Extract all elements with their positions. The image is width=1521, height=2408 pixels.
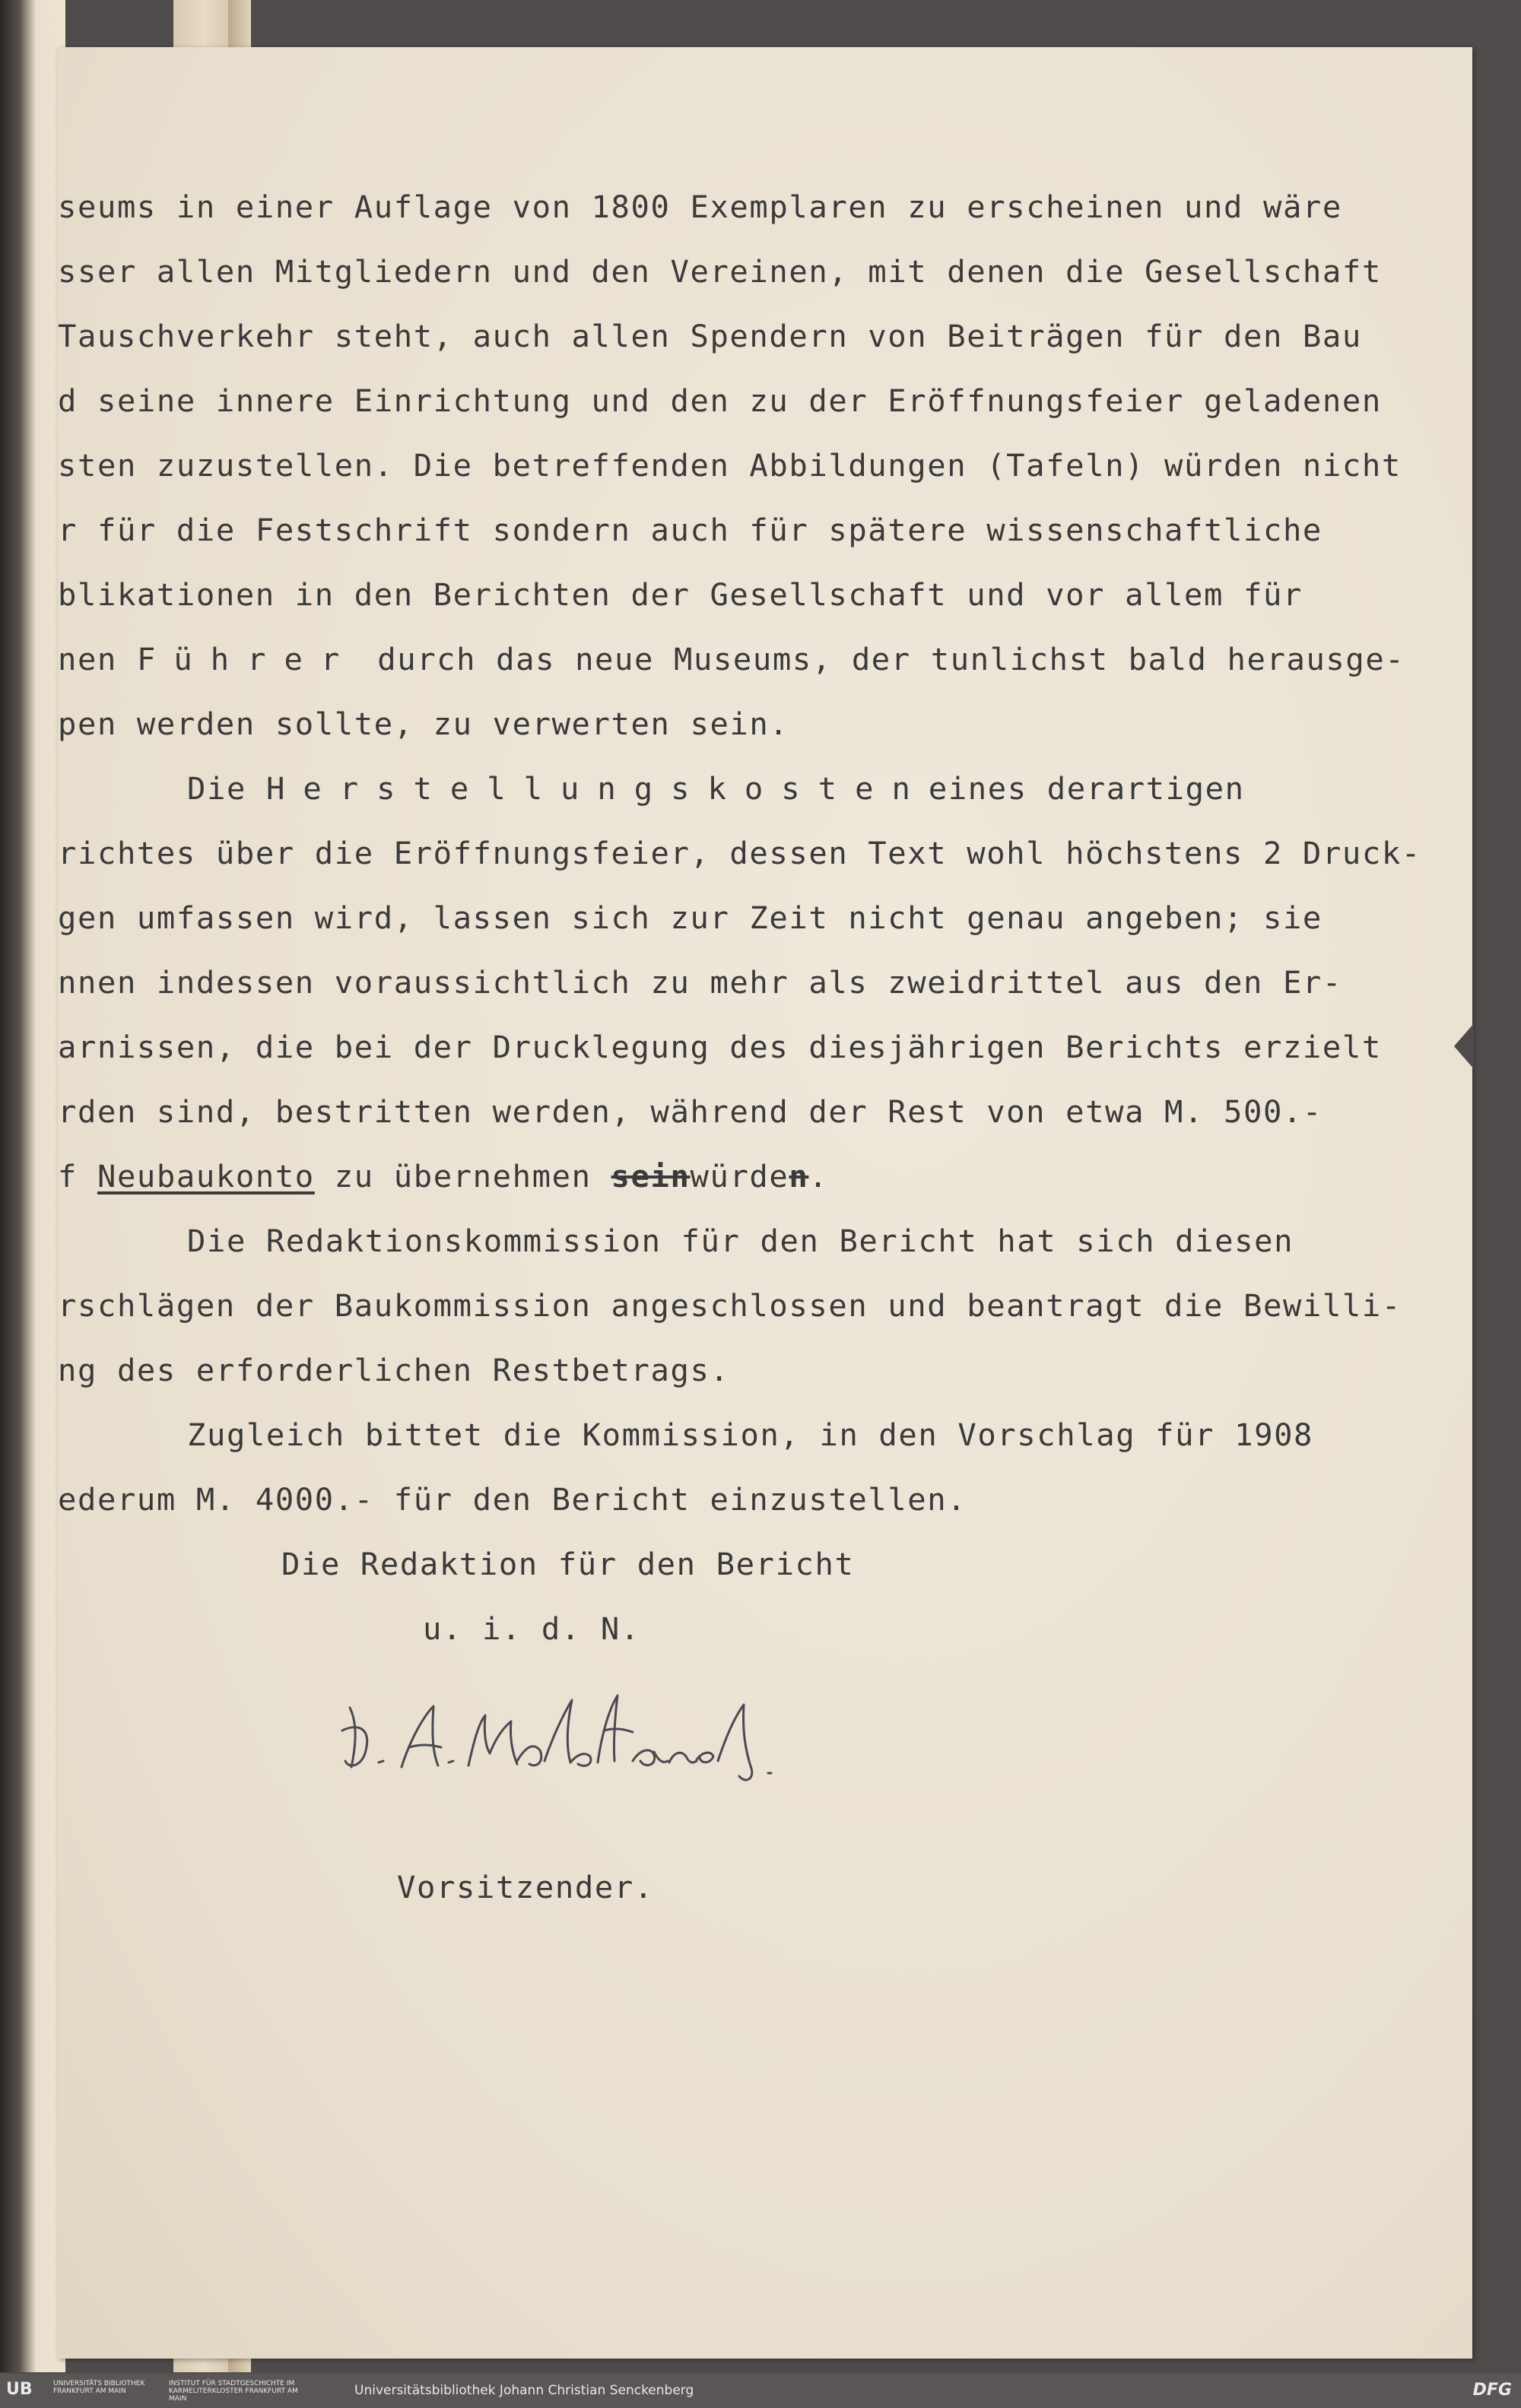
closing-abbrev: u. i. d. N. — [423, 1610, 640, 1647]
text-line: rschlägen der Baukommission angeschlossen und beantragt die Bewilli- — [58, 1287, 1402, 1324]
text-fragment: Die — [187, 770, 246, 807]
text-line: ng des erforderlichen Restbetrags. — [58, 1352, 730, 1388]
text-fragment: würde — [690, 1158, 789, 1194]
text-line: Zugleich bittet die Kommission, in den Vorschlag für 1908 — [187, 1417, 1314, 1453]
text-line: sser allen Mitgliedern und den Vereinen, mit denen die Gesellschaft — [58, 253, 1382, 290]
ub-logo-text: UNIVERSITÄTS BIBLIOTHEK FRANKFURT AM MAIN — [53, 2380, 145, 2395]
text-line: pen werden sollte, zu verwerten sein. — [58, 706, 789, 742]
library-name: Universitätsbibliothek Johann Christian Senckenberg — [354, 2383, 694, 2398]
text-line — [58, 1144, 1457, 1209]
text-fragment: . — [808, 1158, 829, 1194]
text-line: Die Redaktionskommission für den Bericht hat sich diesen — [187, 1223, 1294, 1259]
spaced-word: Führer — [136, 641, 358, 677]
ub-logo: UB — [6, 2380, 33, 2399]
text-fragment: eines derartigen — [928, 770, 1245, 807]
text-line: richtes über die Eröffnungsfeier, dessen Text wohl höchstens 2 Druck- — [58, 835, 1421, 871]
text-line: gen umfassen wird, lassen sich zur Zeit nicht genau angeben; sie — [58, 899, 1323, 936]
archive-footer — [0, 2374, 1521, 2408]
spaced-word: Herstellungskosten — [265, 770, 929, 807]
text-line: d seine innere Einrichtung und den zu der Eröffnungsfeier geladenen — [58, 382, 1382, 419]
text-fragment: durch das neue Museums, der tunlichst bald herausge- — [377, 641, 1405, 677]
text-line: ederum M. 4000.- für den Bericht einzustellen. — [58, 1481, 967, 1518]
text-line: r für die Festschrift sondern auch für spätere wissenschaftliche — [58, 512, 1323, 548]
text-line — [58, 757, 1457, 821]
text-fragment: zu übernehmen — [334, 1158, 592, 1194]
signer-role: Vorsitzender. — [397, 1869, 654, 1905]
text-line: blikationen in den Berichten der Gesellschaft und vor allem für — [58, 576, 1303, 613]
handwritten-signature — [335, 1677, 791, 1791]
text-line: sten zuzustellen. Die betreffenden Abbildungen (Tafeln) würden nicht — [58, 447, 1402, 484]
text-line: arnissen, die bei der Drucklegung des diesjährigen Berichts erzielt — [58, 1029, 1382, 1065]
closing-line: Die Redaktion für den Bericht — [281, 1546, 855, 1582]
text-line: rden sind, bestritten werden, während der Rest von etwa M. 500.- — [58, 1093, 1323, 1130]
book-binding — [0, 0, 65, 2372]
institute-logo-text: INSTITUT FÜR STADTGESCHICHTE IM KARMELITERKLOSTER FRANKFURT AM MAIN — [169, 2380, 298, 2403]
dfg-logo: DFG — [1472, 2381, 1512, 2400]
text-line — [58, 627, 1457, 692]
text-line: Tauschverkehr steht, auch allen Spendern von Beiträgen für den Bau — [58, 318, 1362, 354]
underlined-word: Neubaukonto — [97, 1158, 315, 1194]
text-line: seums in einer Auflage von 1800 Exemplaren zu erscheinen und wäre — [58, 189, 1342, 225]
text-fragment: nen — [58, 641, 117, 677]
document-body — [58, 175, 1457, 1920]
text-fragment: f — [58, 1158, 78, 1194]
text-line: nnen indessen voraussichtlich zu mehr als zweidrittel aus den Er- — [58, 964, 1342, 1001]
struck-word: sein — [611, 1158, 691, 1194]
struck-letter: n — [789, 1158, 809, 1194]
